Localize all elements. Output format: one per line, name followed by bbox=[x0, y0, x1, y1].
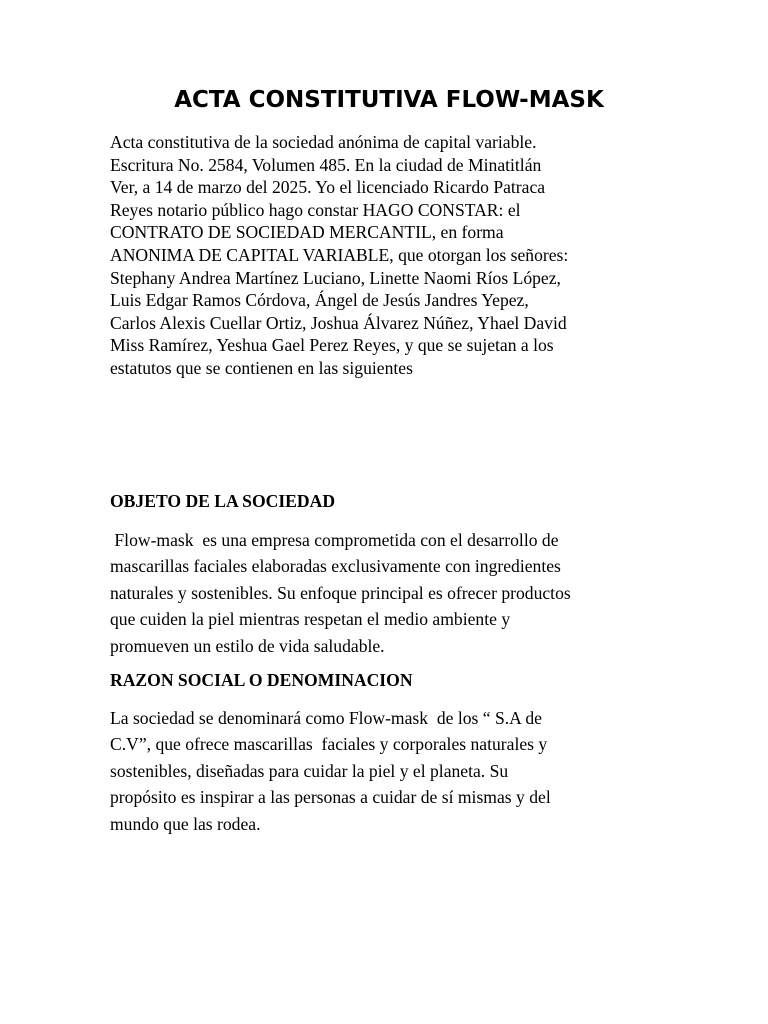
section-heading-razon-social: RAZON SOCIAL O DENOMINACION bbox=[110, 670, 413, 690]
paragraph-line: promueven un estilo de vida saludable. bbox=[110, 635, 385, 656]
intro-line: Acta constitutiva de la sociedad anónima de capital variable. bbox=[110, 132, 537, 152]
intro-line: Reyes notario público hago constar HAGO CONSTAR: el bbox=[110, 199, 521, 220]
intro-line: Carlos Alexis Cuellar Ortiz, Joshua Álvarez Núñez, Yhael David bbox=[110, 312, 567, 333]
section-paragraph-razon-social bbox=[110, 705, 670, 837]
intro-line: Miss Ramírez, Yeshua Gael Perez Reyes, y que se sujetan a los bbox=[110, 335, 554, 356]
paragraph-line: propósito es inspirar a las personas a cuidar de sí mismas y del bbox=[110, 787, 551, 808]
paragraph-line: naturales y sostenibles. Su enfoque principal es ofrecer productos bbox=[110, 582, 571, 603]
section-paragraph-objeto bbox=[110, 527, 670, 659]
paragraph-line: que cuiden la piel mientras respetan el medio ambiente y bbox=[110, 609, 511, 630]
intro-line: CONTRATO DE SOCIEDAD MERCANTIL, en forma bbox=[110, 222, 504, 243]
paragraph-line: mundo que las rodea. bbox=[110, 813, 261, 834]
intro-line: Escritura No. 2584, Volumen 485. En la ciudad de Minatitlán bbox=[110, 154, 542, 175]
paragraph-line: La sociedad se denominará como Flow-mask de los “ S.A de bbox=[110, 708, 542, 728]
intro-line: Luis Edgar Ramos Córdova, Ángel de Jesús Jandres Yepez, bbox=[110, 290, 529, 311]
intro-line: estatutos que se contienen en las siguientes bbox=[110, 357, 413, 378]
intro-line: ANONIMA DE CAPITAL VARIABLE, que otorgan los señores: bbox=[110, 244, 569, 265]
paragraph-line: C.V”, que ofrece mascarillas faciales y corporales naturales y bbox=[110, 734, 548, 755]
section-heading-objeto: OBJETO DE LA SOCIEDAD bbox=[110, 491, 336, 511]
document-title: ACTA CONSTITUTIVA FLOW-MASK bbox=[174, 87, 604, 113]
intro-line: Ver, a 14 de marzo del 2025. Yo el licenciado Ricardo Patraca bbox=[110, 177, 546, 198]
paragraph-line: Flow-mask es una empresa comprometida con el desarrollo de bbox=[110, 530, 559, 550]
intro-paragraph bbox=[110, 131, 670, 380]
paragraph-line: sostenibles, diseñadas para cuidar la piel y el planeta. Su bbox=[110, 760, 509, 781]
intro-line: Stephany Andrea Martínez Luciano, Linette Naomi Ríos López, bbox=[110, 267, 561, 288]
paragraph-line: mascarillas faciales elaboradas exclusivamente con ingredientes bbox=[110, 556, 561, 577]
